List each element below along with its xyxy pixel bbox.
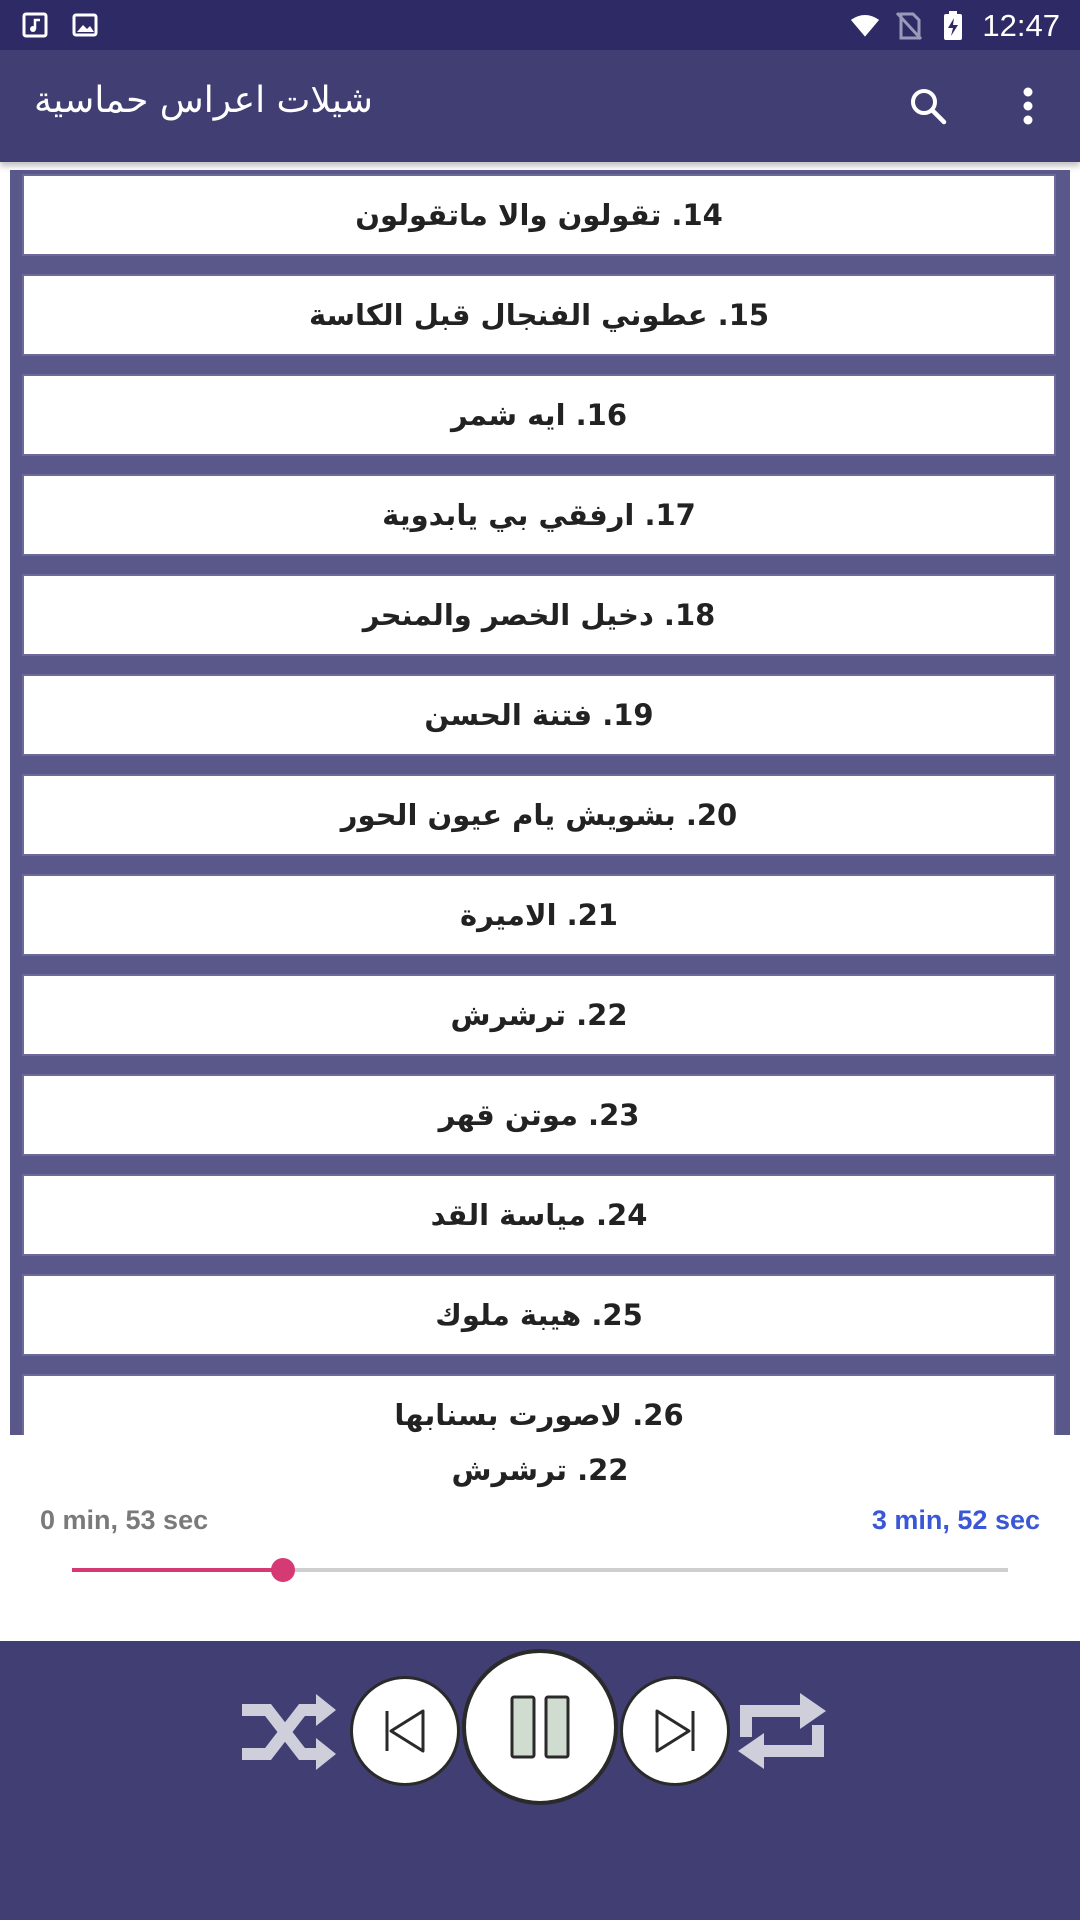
shuffle-icon	[238, 1690, 338, 1774]
next-button[interactable]	[620, 1676, 730, 1786]
pause-icon	[506, 1693, 574, 1761]
list-item[interactable]: 26. لاصورت بسنابها	[22, 1374, 1056, 1435]
now-playing-title: 22. ترشرش	[451, 1453, 629, 1487]
player-info	[0, 1435, 1080, 1641]
playback-controls	[0, 1641, 1080, 1920]
battery-charging-icon	[938, 11, 968, 41]
page-title: شيلات اعراس حماسية	[34, 80, 373, 121]
song-list[interactable]	[10, 170, 1070, 1435]
clock: 12:47	[982, 8, 1060, 43]
list-item[interactable]: 20. بشويش يا‌م عيون الحور	[22, 774, 1056, 856]
wifi-icon	[850, 11, 880, 41]
no-sim-icon	[894, 11, 924, 41]
music-note-icon	[20, 10, 50, 40]
app-bar	[0, 50, 1080, 162]
seek-bar[interactable]	[72, 1568, 1008, 1572]
previous-icon	[379, 1705, 431, 1757]
total-time: 3 min, 52 sec	[871, 1505, 1040, 1535]
search-icon	[908, 86, 948, 126]
status-bar	[0, 0, 1080, 50]
list-item[interactable]: 25. هيبة ملوك	[22, 1274, 1056, 1356]
list-item[interactable]: 24. مياسة القد	[22, 1174, 1056, 1256]
elapsed-time: 0 min, 53 sec	[40, 1505, 209, 1535]
shuffle-button[interactable]	[238, 1687, 338, 1777]
list-item[interactable]: 17. ارفقي بي يابدوية	[22, 474, 1056, 556]
seek-progress	[72, 1568, 283, 1572]
list-item[interactable]: 16. ايه شمر	[22, 374, 1056, 456]
previous-button[interactable]	[350, 1676, 460, 1786]
list-item[interactable]: 14. تقولون والا ماتقولون	[22, 174, 1056, 256]
list-item[interactable]: 19. فتنة الحسن	[22, 674, 1056, 756]
more-options-button[interactable]	[1000, 78, 1056, 134]
list-item[interactable]: 15. عطوني الفنجال قبل الكاسة	[22, 274, 1056, 356]
image-icon	[70, 10, 100, 40]
list-item[interactable]: 22. ترشرش	[22, 974, 1056, 1056]
list-item[interactable]: 21. الاميرة	[22, 874, 1056, 956]
more-vert-icon	[1022, 86, 1034, 126]
pause-button[interactable]	[462, 1649, 618, 1805]
repeat-button[interactable]	[730, 1681, 834, 1781]
next-icon	[649, 1705, 701, 1757]
search-button[interactable]	[900, 78, 956, 134]
repeat-icon	[730, 1681, 834, 1781]
list-item[interactable]: 23. موتن قهر	[22, 1074, 1056, 1156]
seek-thumb[interactable]	[271, 1558, 295, 1582]
list-item[interactable]: 18. دخيل الخصر والمنحر	[22, 574, 1056, 656]
